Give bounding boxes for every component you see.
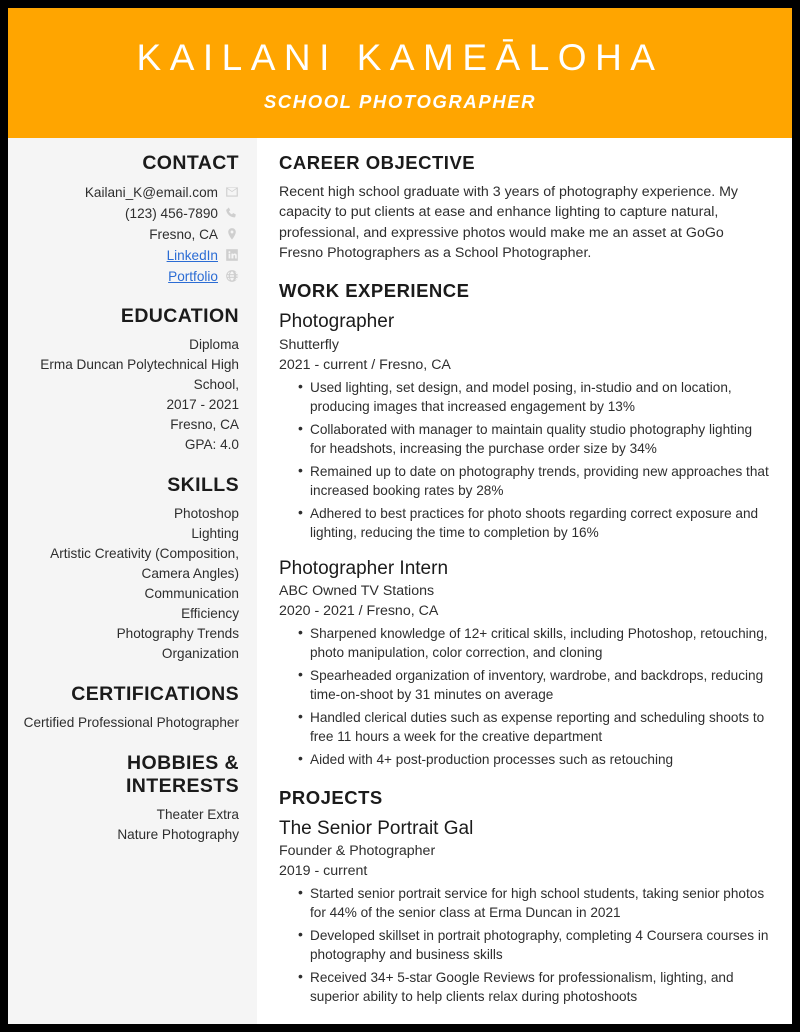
job-bullet: • Aided with 4+ post-production processes such as retouching [298,750,770,769]
hobbies-heading: HOBBIES & INTERESTS [125,751,239,797]
contact-item-email [18,182,239,202]
job-bullet-list [279,624,770,770]
sidebar-section-certifications [18,683,239,733]
projects-heading: PROJECTS [279,786,383,808]
education-line: 2017 - 2021 [166,396,239,412]
section-career-objective [279,152,770,263]
skill-item: Artistic Creativity (Composition, Camera Angles) [50,545,239,581]
education-line: GPA: 4.0 [184,436,239,452]
contact-heading: CONTACT [142,152,239,174]
work-entry [279,310,770,542]
sidebar-section-contact [18,152,239,286]
career-objective-text: Recent high school graduate with 3 years of photography experience. My capacity to put clients at ease and enhance lighting to capture natural, professional, and expressive photos would make me an asset at GoGo Fresno Photographers as a School Photographer. [279,184,739,261]
job-bullet: • Used lighting, set design, and model posing, in-studio and on location, producing images that increased engagement by 13% [298,378,770,417]
globe-icon[interactable] [225,269,239,283]
phone-icon [225,206,239,220]
project-dates: 2019 - current [279,863,368,880]
contact-item-phone [18,203,239,223]
sidebar-section-skills [18,474,239,664]
resume-body [8,138,792,1024]
sidebar-section-hobbies [18,752,239,845]
work-experience-heading: WORK EXPERIENCE [279,280,470,302]
job-title: Photographer Intern [279,557,449,579]
project-bullet-list [279,884,770,1007]
hobby-item: Nature Photography [117,826,239,842]
linkedin-link[interactable]: LinkedIn [166,247,218,263]
job-bullet: • Sharpened knowledge of 12+ critical skills, including Photoshop, retouching, photo manipulation, color correction, and cloning [298,624,770,663]
project-bullet: • Started senior portrait service for high school students, taking senior photos for 44% of the senior class at Erma Duncan in 2021 [298,884,770,923]
job-bullet: • Adhered to best practices for photo shoots regarding correct exposure and lighting, reducing the time to completion by 16% [298,504,770,543]
company-name: Shutterfly [279,336,339,353]
certification-item: Certified Professional Photographer [23,714,239,730]
skill-item: Lighting [191,525,239,541]
education-heading: EDUCATION [120,305,239,327]
envelope-icon [225,185,239,199]
resume-document [8,8,792,1024]
project-role: Founder & Photographer [279,843,436,860]
job-dates-location: 2021 - current / Fresno, CA [279,357,451,374]
skill-item: Photography Trends [116,625,239,641]
contact-item-location [18,224,239,244]
main-content [257,138,792,1024]
skills-heading: SKILLS [167,473,239,496]
work-entry [279,557,770,770]
sidebar-section-education [18,305,239,455]
sidebar [8,138,257,1024]
project-bullet: • Received 34+ 5-star Google Reviews for professionalism, lighting, and superior ability to help clients relax during photoshoots [298,968,770,1007]
certifications-heading: CERTIFICATIONS [71,682,239,705]
phone-value: (123) 456-7890 [125,205,218,221]
job-title: Photographer [279,311,395,333]
contact-item-linkedin[interactable] [18,245,239,265]
job-bullet: • Collaborated with manager to maintain quality studio photography lighting for headshots, increasing the purchase order size by 34% [298,420,770,459]
education-line: Fresno, CA [170,416,239,432]
contact-item-portfolio[interactable] [18,266,239,286]
portfolio-link[interactable]: Portfolio [168,268,218,284]
map-pin-icon [225,227,239,241]
skill-item: Organization [161,645,239,661]
job-bullet-list [279,378,770,543]
page-title: KAILANI KAMEĀLOHA [136,37,664,79]
section-projects [279,787,770,1007]
skill-item: Photoshop [173,505,239,521]
education-line: Diploma [189,337,239,352]
hobby-item: Theater Extra [156,806,239,822]
linkedin-icon[interactable] [225,248,239,262]
email-value: Kailani_K@email.com [84,184,218,200]
skill-item: Efficiency [181,605,239,621]
job-bullet: • Remained up to date on photography trends, providing new approaches that increased booking rates by 28% [298,462,770,501]
career-objective-heading: CAREER OBJECTIVE [279,152,476,173]
section-work-experience [279,280,770,769]
project-entry [279,817,770,1007]
job-bullet: • Handled clerical duties such as expense reporting and scheduling shoots to free 11 hours a week for the creative department [298,708,770,747]
project-title: The Senior Portrait Gal [279,817,474,839]
education-line: Erma Duncan Polytechnical High School, [40,356,239,392]
job-title-subtitle: SCHOOL PHOTOGRAPHER [263,90,537,112]
job-dates-location: 2020 - 2021 / Fresno, CA [279,603,439,620]
resume-header [8,8,792,138]
skill-item: Communication [144,585,239,601]
job-bullet: • Spearheaded organization of inventory, wardrobe, and backdrops, reducing time-on-shoot by 31 minutes on average [298,666,770,705]
location-value: Fresno, CA [149,226,218,242]
company-name: ABC Owned TV Stations [279,583,435,600]
project-bullet: • Developed skillset in portrait photography, completing 4 Coursera courses in photography and business skills [298,926,770,965]
